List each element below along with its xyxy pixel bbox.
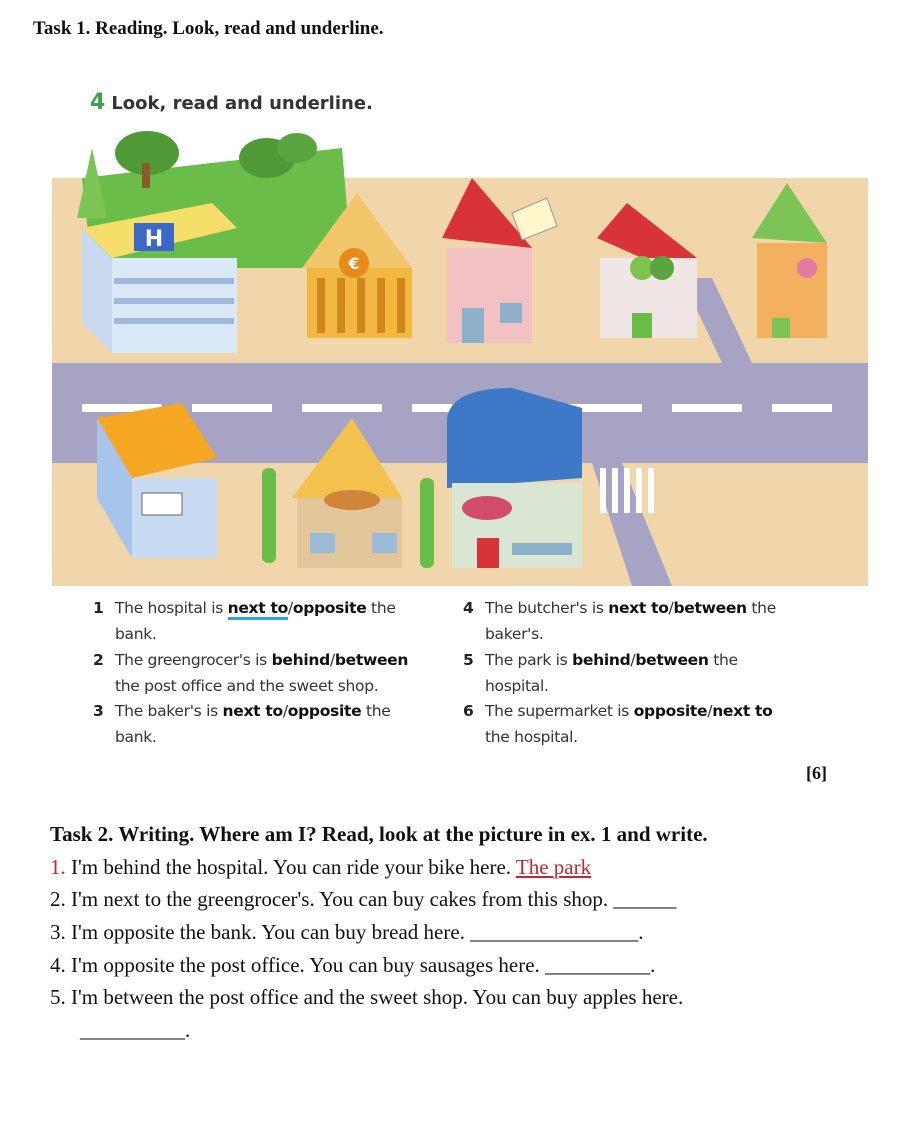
- task1-title: Task 1. Reading. Look, read and underline.: [33, 18, 384, 39]
- option-next-to[interactable]: next to: [712, 702, 773, 720]
- exercise-sentence-6: 6 The supermarket is opposite/next to the hospital.: [463, 702, 773, 746]
- option-next-to[interactable]: next to: [222, 702, 283, 720]
- option-between[interactable]: between: [334, 651, 409, 669]
- exercise-sentence-1: 1 The hospital is next to/opposite the bank.: [93, 599, 396, 643]
- svg-text:H: H: [144, 227, 164, 252]
- answer-blank[interactable]: __________.: [545, 953, 656, 977]
- option-between[interactable]: between: [673, 599, 747, 617]
- option-opposite[interactable]: opposite: [633, 702, 708, 720]
- writing-item-2: 2. I'm next to the greengrocer's. You can buy cakes from this shop. ______: [50, 887, 677, 911]
- answer-blank[interactable]: __________.: [80, 1018, 191, 1042]
- exercise-sentence-4: 4 The butcher's is next to/between the baker's.: [463, 599, 776, 643]
- butchers-building: [447, 388, 582, 568]
- tree-icon: [262, 468, 276, 563]
- exercise-sentence-2: 2 The greengrocer's is behind/between the post office and the sweet shop.: [93, 651, 409, 695]
- tree-icon: [420, 478, 434, 568]
- answer-blank[interactable]: ______: [613, 887, 677, 911]
- exercise-sentence-5: 5 The park is behind/between the hospital.: [463, 651, 738, 695]
- svg-text:€: €: [348, 254, 360, 273]
- answer-next-to[interactable]: next to: [228, 599, 288, 620]
- exercise-heading-text: Look, read and underline.: [111, 93, 373, 114]
- meat-icon: [462, 496, 512, 520]
- exercise-heading: [90, 90, 373, 115]
- bread-icon: [324, 490, 380, 510]
- option-behind[interactable]: behind: [572, 651, 631, 669]
- option-behind[interactable]: behind: [271, 651, 330, 669]
- sweets-icon: [797, 258, 817, 278]
- exercise-sentence-3: 3 The baker's is next to/opposite the bank.: [93, 702, 391, 746]
- hospital-building: [82, 203, 237, 353]
- option-between[interactable]: between: [635, 651, 709, 669]
- writing-item-5: 5. I'm between the post office and the sweet shop. You can buy apples here.: [50, 985, 684, 1009]
- option-opposite[interactable]: opposite: [287, 702, 362, 720]
- writing-item-1: 1. I'm behind the hospital. You can ride your bike here. The park: [50, 855, 592, 879]
- writing-item-4: 4. I'm opposite the post office. You can buy sausages here. __________.: [50, 953, 656, 977]
- shopping-cart-icon: [142, 493, 182, 515]
- option-next-to[interactable]: next to: [608, 599, 669, 617]
- task2-title: Task 2. Writing. Where am I? Read, look at the picture in ex. 1 and write.: [50, 822, 708, 846]
- answer-blank[interactable]: ________________.: [470, 920, 644, 944]
- writing-item-3: 3. I'm opposite the bank. You can buy bread here. ________________.: [50, 920, 644, 944]
- town-illustration: [52, 118, 868, 586]
- option-opposite[interactable]: opposite: [292, 599, 367, 617]
- answer-text[interactable]: The park: [515, 855, 592, 879]
- exercise-number: 4: [90, 90, 106, 115]
- score-label: [6]: [806, 763, 827, 783]
